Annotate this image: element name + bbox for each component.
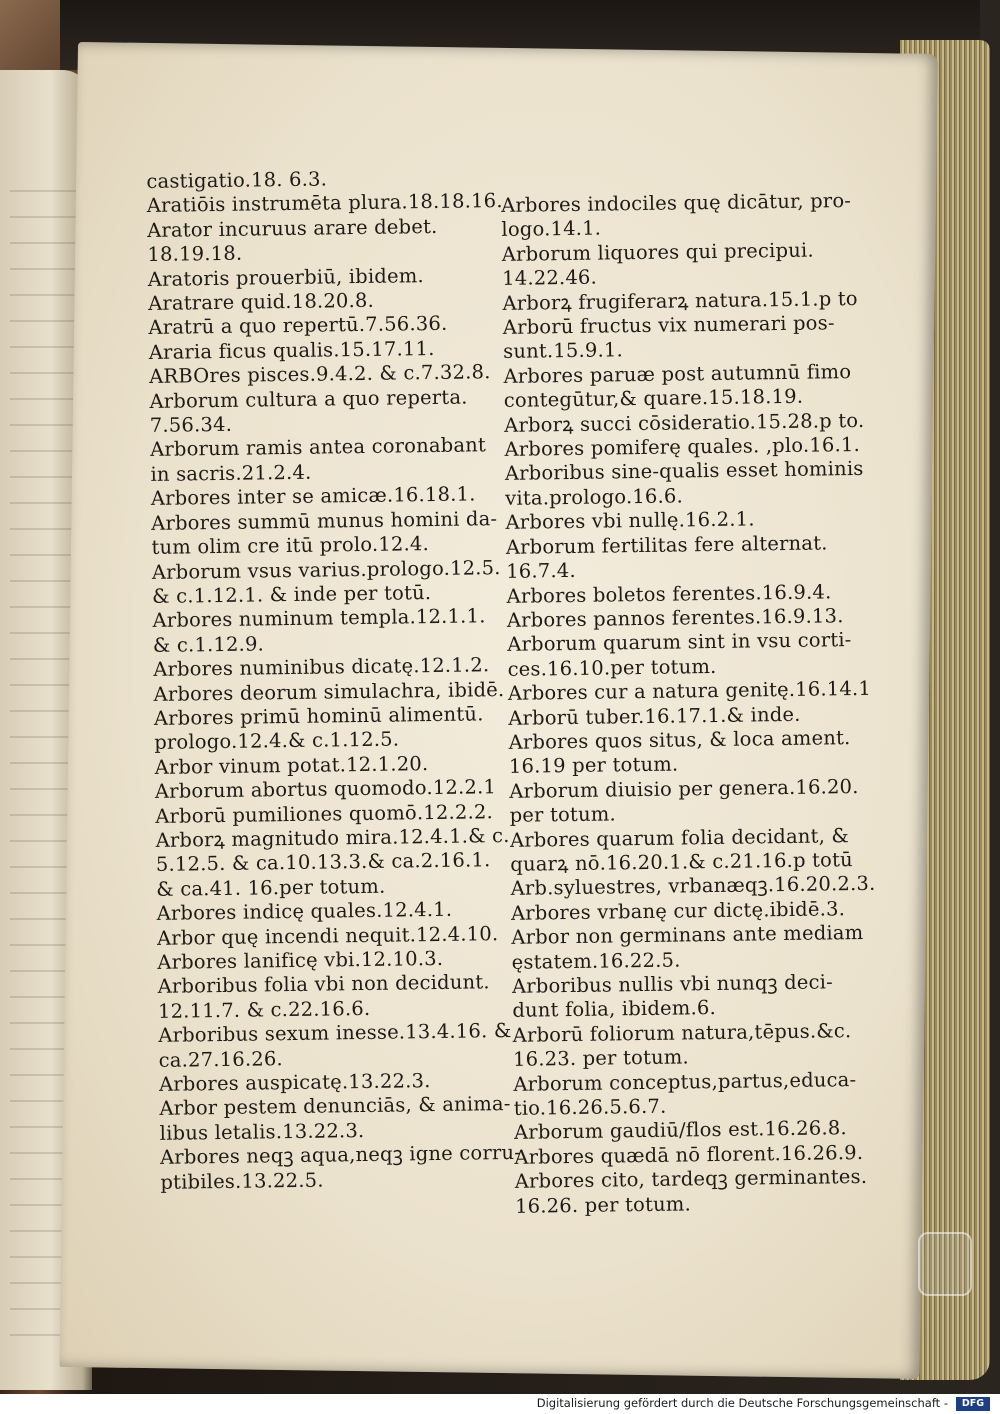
- index-column-left: [146, 165, 550, 1195]
- index-entry-line: Arborū fructus vix numerari pos-: [502, 311, 835, 339]
- index-entry-line: 5.12.5. & ca.10.13.3.& ca.2.16.1.: [155, 848, 491, 877]
- index-entry-line: 7.56.34.: [149, 412, 233, 437]
- index-entry-line: quarꝝ nō.16.20.1.& c.21.16.p totū: [510, 848, 853, 876]
- index-entry-line: Arbores cur a natura genitę.16.14.1: [507, 676, 872, 705]
- index-entry-line: ARBOres pisces.9.4.2. & c.7.32.8.: [148, 360, 491, 389]
- index-entry-line: prologo.12.4.& c.1.12.5.: [154, 727, 400, 755]
- index-entry-line: Arbores quos situs, & loca ament.: [508, 726, 851, 754]
- index-entry-line: ces.16.10.per totum.: [507, 654, 717, 681]
- index-entry-line: Arbores indociles quę dicātur, pro-: [500, 189, 852, 217]
- index-entry-line: & ca.41. 16.per totum.: [156, 874, 386, 901]
- index-entry-line: Arbor vinum potat.12.1.20.: [154, 751, 429, 779]
- index-entry-line: Arborū foliorum natura,tēpus.&c.: [512, 1018, 852, 1047]
- index-entry-line: Arbores lanificę vbi.12.10.3.: [157, 946, 444, 974]
- index-entry-line: tio.16.26.5.6.7.: [513, 1094, 667, 1120]
- index-entry-line: Arborꝝ magnitudo mira.12.4.1.& c.: [155, 823, 510, 852]
- index-entry-line: Arbores pannos ferentes.16.9.13.: [506, 604, 844, 632]
- index-entry-line: Arboribus folia vbi non decidunt.: [157, 970, 490, 999]
- index-entry-line: ptibiles.13.22.5.: [160, 1168, 324, 1194]
- index-entry-line: Arborum cultura a quo reperta.: [149, 385, 468, 413]
- index-entry-line: Arbores numinibus dicatę.12.1.2.: [153, 653, 490, 682]
- index-entry-line: Arbores inter se amicæ.16.18.1.: [150, 482, 476, 511]
- index-entry-line: Arborum diuisio per genera.16.20.: [509, 774, 859, 803]
- index-entry-line: Arbores auspicatę.13.22.3.: [158, 1069, 431, 1096]
- book-page: [60, 42, 938, 1379]
- index-entry-line: ca.27.16.26.: [158, 1046, 284, 1072]
- index-entry-line: Araria ficus qualis.15.17.11.: [148, 336, 435, 364]
- index-entry-line: Arborum quarum sint in vsu corti-: [507, 628, 852, 657]
- footer-bar: [0, 1394, 1000, 1414]
- index-entry-line: 16.19 per totum.: [508, 752, 679, 779]
- index-entry-line: Arator incuruus arare debet.: [146, 214, 438, 242]
- index-entry-line: Arborum liquores qui precipui.: [501, 238, 814, 266]
- index-entry-line: 18.19.18.: [147, 241, 243, 267]
- index-entry-line: 12.11.7. & c.22.16.6.: [157, 996, 371, 1023]
- index-entry-line: Arborum gaudiū/flos est.16.26.8.: [513, 1116, 847, 1145]
- index-entry-line: Aratrū a quo repertū.7.56.36.: [148, 312, 448, 340]
- index-entry-line: Arborum ramis antea coronabant: [150, 433, 487, 462]
- index-entry-line: Arbores quarum folia decidant, &: [509, 823, 850, 852]
- footer-credit: Digitalisierung gefördert durch die Deutsche Forschungsgemeinschaft -: [536, 1396, 948, 1410]
- index-entry-line: Aratrare quid.18.20.8.: [147, 288, 375, 315]
- index-entry-line: 16.26. per totum.: [514, 1192, 692, 1218]
- index-entry-line: Arbores deorum simulachra, ibidē.: [153, 677, 505, 706]
- index-entry-line: per totum.: [509, 802, 616, 828]
- index-entry-line: Arbores summū munus homini da-: [151, 506, 498, 535]
- index-entry-line: & c.1.12.9.: [152, 632, 265, 657]
- index-entry-line: Arbores vrbanę cur dictę.ibidē.3.: [510, 896, 846, 925]
- index-entry-line: libus letalis.13.22.3.: [159, 1118, 365, 1145]
- index-entry-line: 16.23. per totum.: [512, 1045, 690, 1072]
- index-entry-line: vita.prologo.16.6.: [505, 484, 684, 510]
- index-entry-line: dunt folia, ibidem.6.: [512, 996, 717, 1023]
- index-entry-line: in sacris.21.2.4.: [150, 460, 312, 486]
- index-entry-line: Arbores paruæ post autumnū fimo: [503, 359, 852, 388]
- index-entry-line: tum olim cre itū prolo.12.4.: [151, 532, 430, 560]
- index-entry-line: Arbor non germinans ante mediam: [511, 921, 864, 950]
- index-entry-line: Aratoris prouerbiū, ibidem.: [147, 263, 424, 291]
- index-entry-line: Arbores boletos ferentes.16.9.4.: [506, 579, 832, 608]
- index-entry-line: Arborꝝ succi cōsideratio.15.28.p to.: [504, 408, 865, 437]
- index-entry-line: Arboribus sexum inesse.13.4.16. &: [158, 1019, 512, 1048]
- index-entry-line: Arbores primū hominū alimentū.: [153, 702, 484, 730]
- index-entry-line: Arbor quę incendi nequit.12.4.10.: [156, 921, 499, 950]
- index-entry-line: logo.14.1.: [501, 216, 602, 242]
- page-clip: [918, 1232, 972, 1296]
- index-entry-line: Arbores vbi nullę.16.2.1.: [505, 507, 755, 535]
- index-entry-line: Arbores indicę quales.12.4.1.: [156, 897, 453, 926]
- index-entry-line: Arborum abortus quomodo.12.2.1: [154, 775, 497, 804]
- index-entry-line: sunt.15.9.1.: [503, 338, 624, 364]
- index-entry-line: Arborum conceptus,partus,educa-: [513, 1067, 857, 1096]
- index-entry-line: 14.22.46.: [501, 265, 598, 291]
- index-entry-line: Arborū pumiliones quomō.12.2.2.: [155, 799, 494, 828]
- index-entry-line: 16.7.4.: [506, 559, 577, 583]
- index-entry-line: Arborum fertilitas fere alternat.: [505, 531, 828, 559]
- index-entry-line: Arb.syluestres, vrbanæqꝫ.16.20.2.3.: [510, 872, 876, 901]
- index-entry-line: Arboribus sine-qualis esset hominis: [504, 457, 864, 486]
- dfg-logo: DFG: [956, 1397, 990, 1411]
- index-entry-line: contegūtur,& quare.15.18.19.: [503, 384, 804, 413]
- index-entry-line: ęstatem.16.22.5.: [511, 948, 681, 974]
- index-column-right: [501, 188, 915, 1219]
- index-entry-line: Arbores pomiferę quales. ,plo.16.1.: [504, 432, 861, 461]
- index-entry-line: Arbores neqꝫ aqua,neqꝫ igne corru-: [159, 1141, 522, 1170]
- index-entry-line: & c.1.12.1. & inde per totū.: [152, 580, 432, 608]
- index-entry-line: Arborꝝ frugiferarꝝ natura.15.1.p to: [502, 286, 858, 315]
- index-entry-line: castigatio.18. 6.3.: [146, 167, 328, 193]
- index-entry-line: Arbores numinum templa.12.1.1.: [152, 604, 486, 633]
- index-entry-line: Arboribus nullis vbi nunqꝫ deci-: [511, 970, 834, 998]
- index-entry-line: Arbores quædā nō florent.16.26.9.: [514, 1140, 864, 1169]
- index-entry-line: Arbores cito, tardeqꝫ germinantes.: [514, 1165, 868, 1194]
- index-entry-line: Arbor pestem denunciās, & anima-: [159, 1092, 511, 1121]
- index-entry-line: Arborum vsus varius.prologo.12.5.: [151, 555, 501, 584]
- index-entry-line: Arborū tuber.16.17.1.& inde.: [508, 702, 801, 730]
- index-entry-line: Aratiōis instrumēta plura.18.18.16.: [146, 189, 503, 218]
